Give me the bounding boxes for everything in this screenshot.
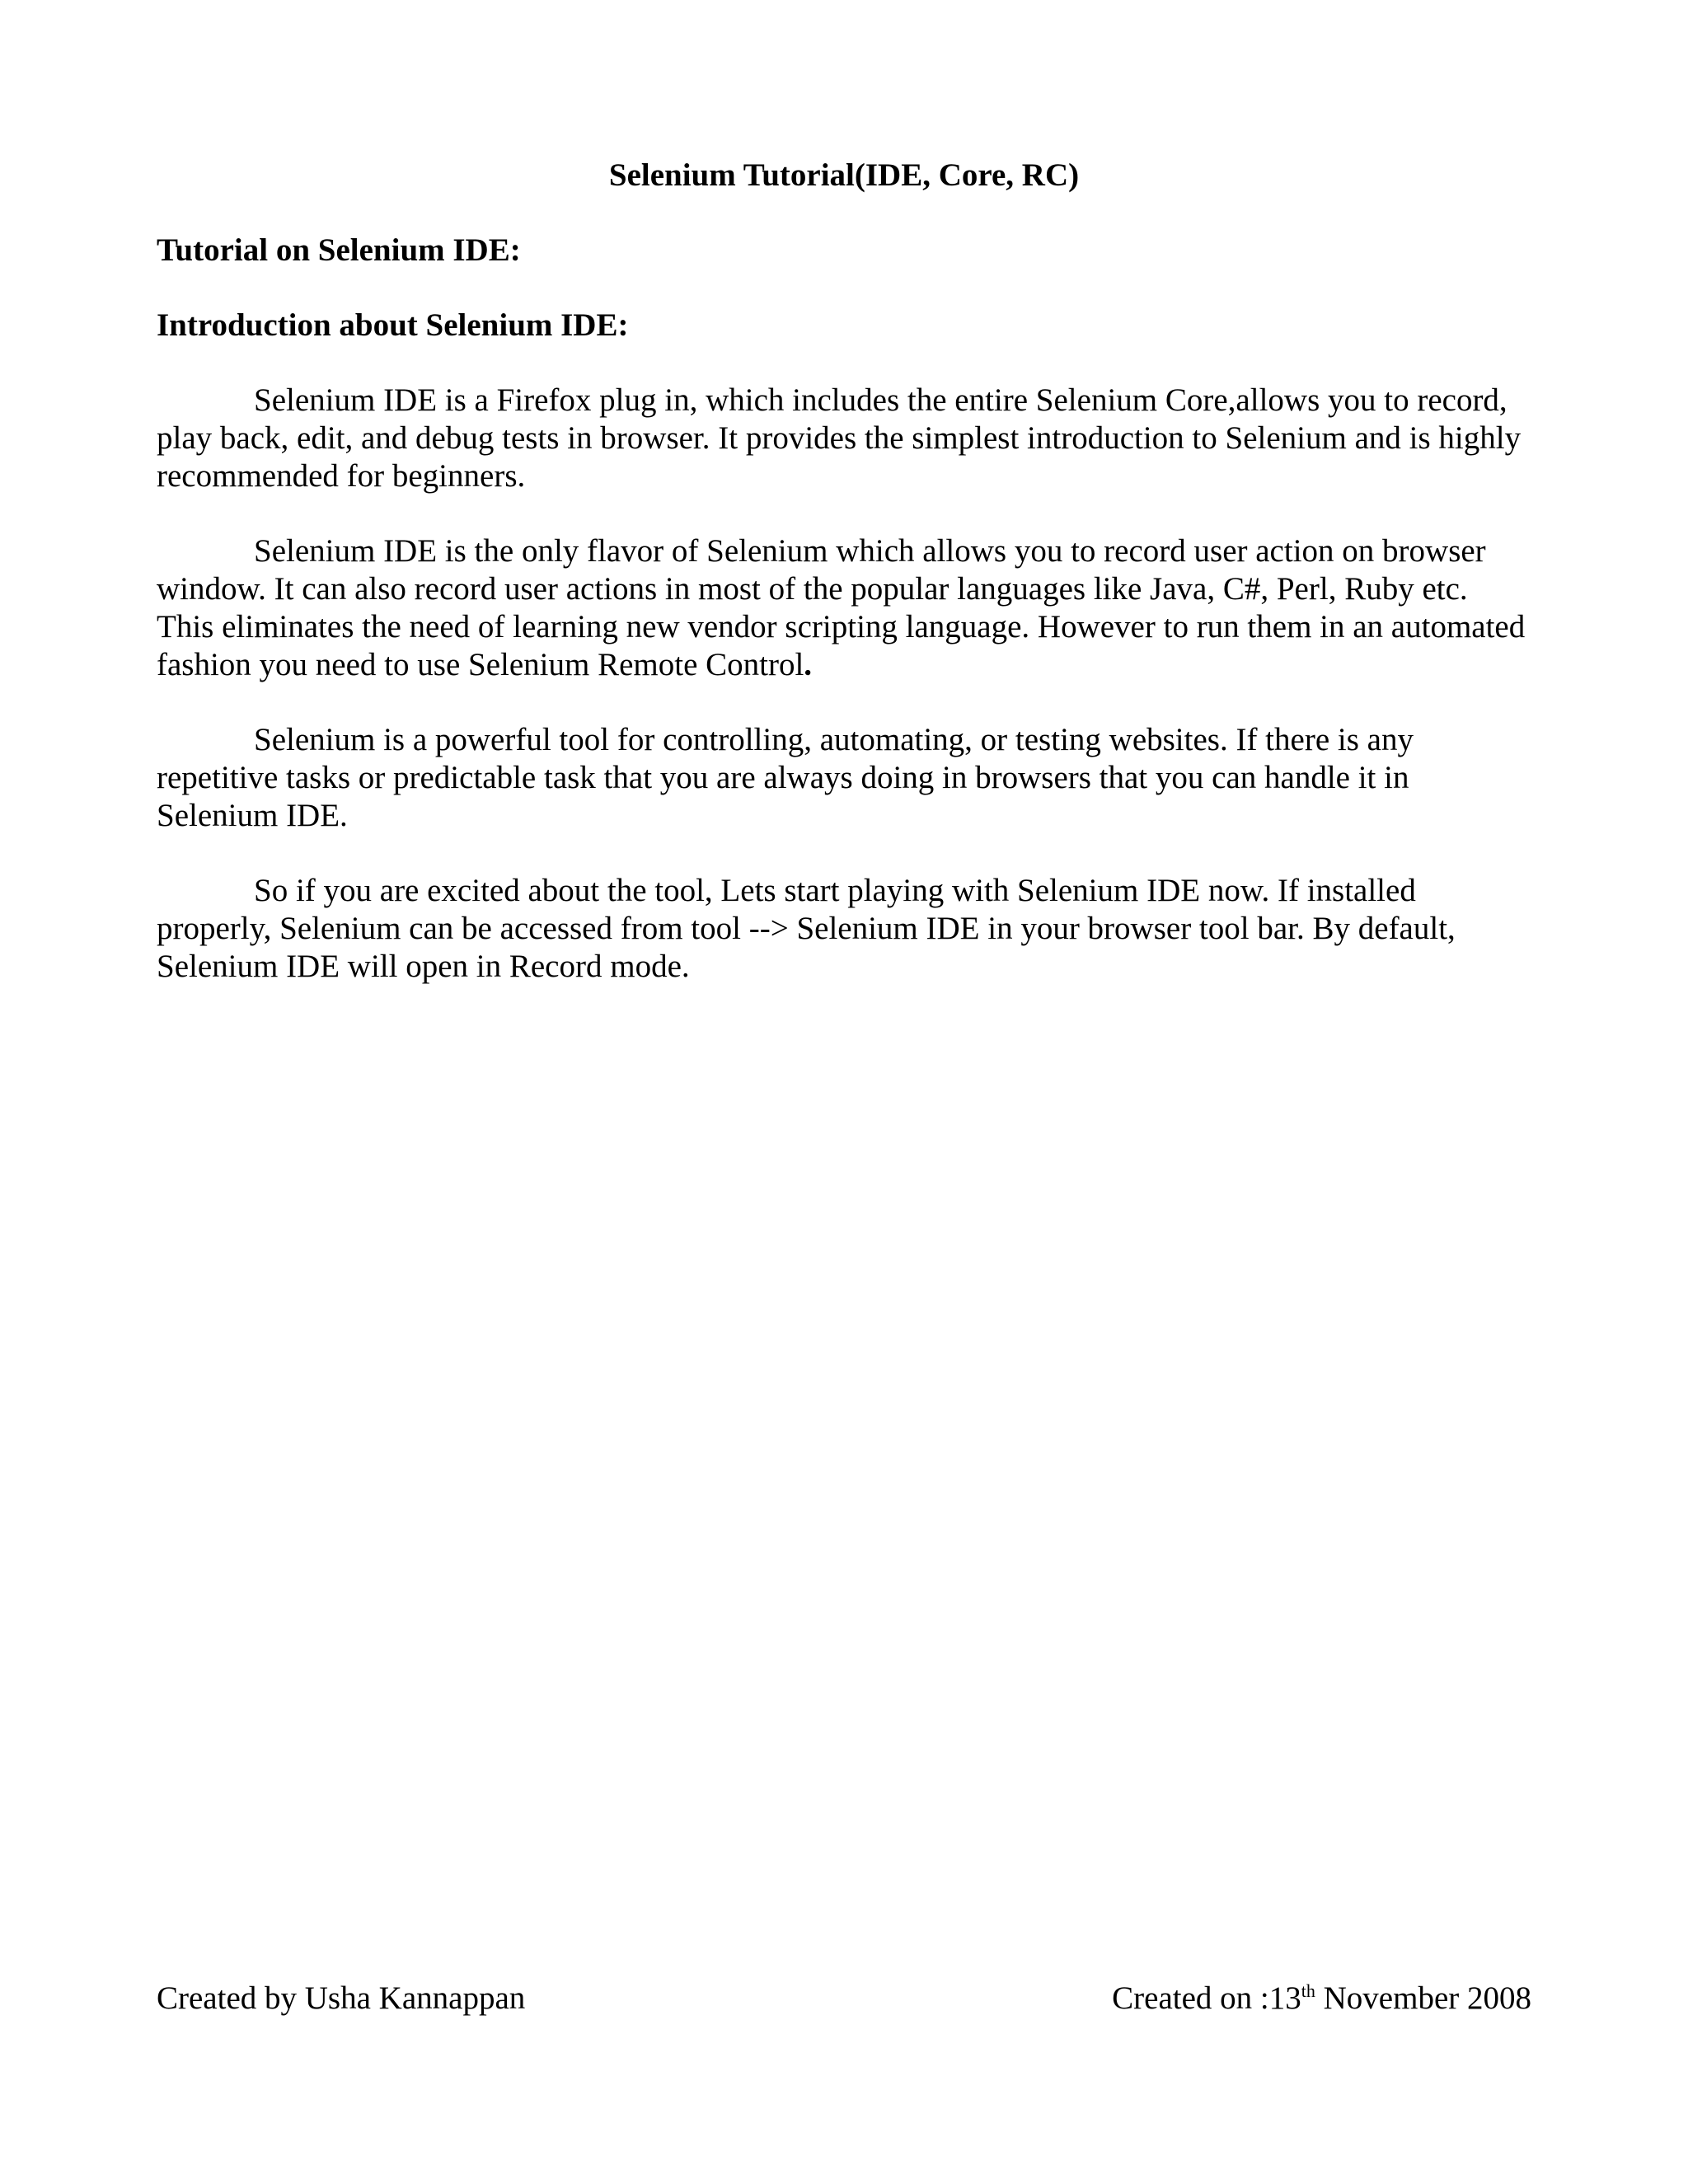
footer-date [1112, 1980, 1531, 2018]
paragraph-1-text: Selenium IDE is a Firefox plug in, which includes the entire Selenium Core,allows you to record, play back, edit, and debug tests in browser. It provides the simplest introduction to Selenium and is highly recommended for beginners. [157, 382, 1522, 494]
paragraph-2-text: Selenium IDE is the only flavor of Selenium which allows you to record user action on browser window. It can also record user actions in most of the popular languages like Java, C#, Perl, Ruby etc. This eliminates the need of learning new vendor scripting language. However to run them in an automated fashion you need to use Selenium Remote Control [157, 533, 1526, 682]
page-footer [157, 1980, 1531, 2018]
paragraph-4 [157, 872, 1531, 986]
paragraph-1 [157, 382, 1531, 495]
footer-date-suffix: November 2008 [1315, 1980, 1531, 2016]
paragraph-2 [157, 532, 1531, 684]
section-heading-tutorial: Tutorial on Selenium IDE: [157, 232, 521, 268]
document-title: Selenium Tutorial(IDE, Core, RC) [608, 157, 1080, 193]
paragraph-4-text: So if you are excited about the tool, Lets start playing with Selenium IDE now. If installed properly, Selenium can be accessed from tool --> Selenium IDE in your browser tool bar. By default, Selenium IDE will open in Record mode. [157, 873, 1456, 984]
document-body [157, 157, 1531, 1023]
section-heading-introduction: Introduction about Selenium IDE: [157, 307, 629, 343]
paragraph-3 [157, 721, 1531, 835]
footer-author: Created by Usha Kannappan [157, 1980, 526, 2016]
footer-date-ordinal: th [1301, 1980, 1315, 2001]
paragraph-3-text: Selenium is a powerful tool for controlling, automating, or testing websites. If there is any repetitive tasks or predictable task that you are always doing in browsers that you can handle it in Selenium IDE. [157, 722, 1414, 833]
paragraph-2-bold-period: . [804, 647, 813, 682]
footer-date-prefix: Created on :13 [1112, 1980, 1301, 2016]
